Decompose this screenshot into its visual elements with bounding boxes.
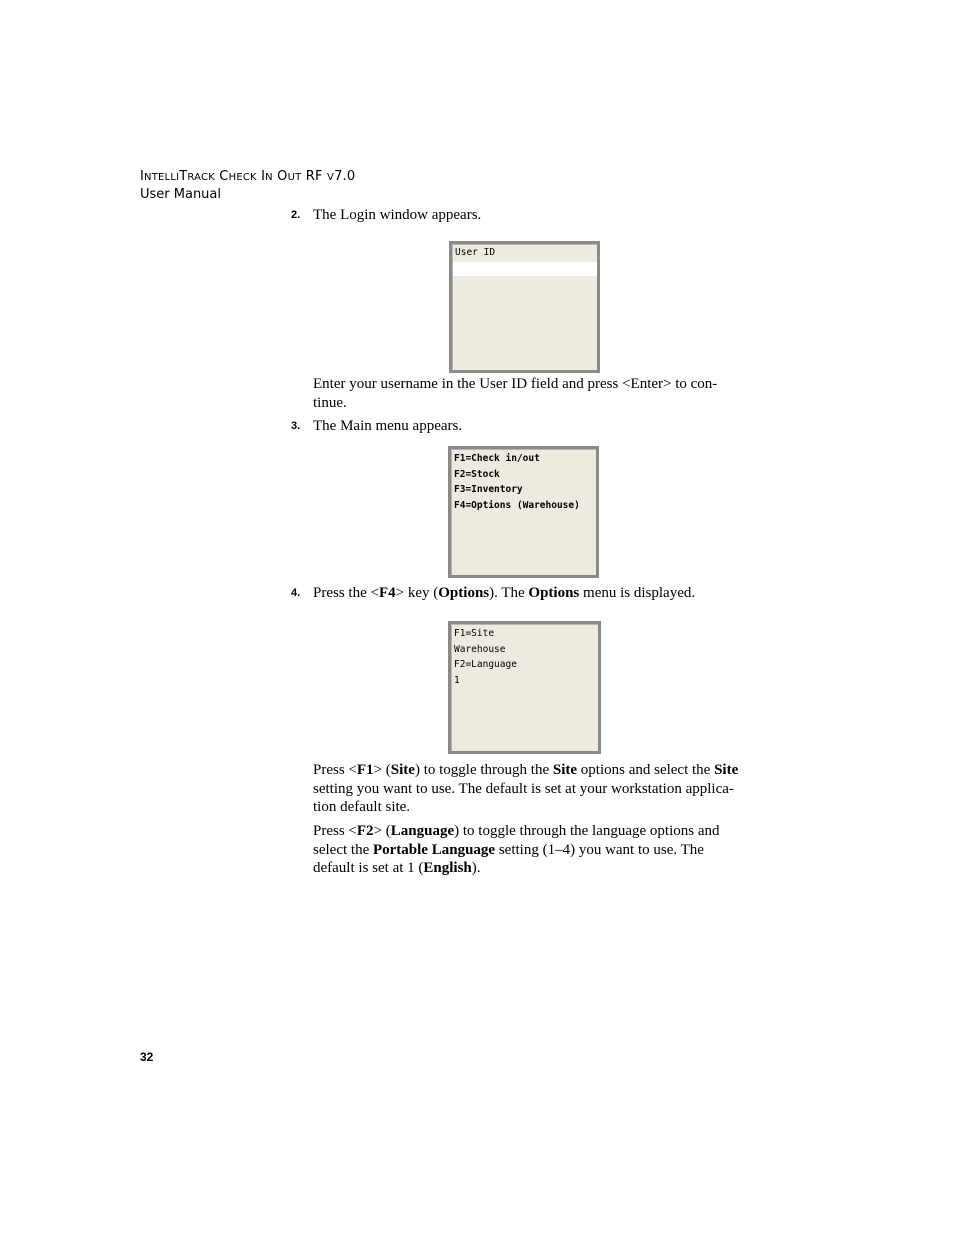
text-run: Press < [313,823,357,839]
text-run: Language [390,823,455,839]
text-run: > ( [373,823,391,839]
text-run: ). [471,860,481,876]
text-run: menu is displayed. [579,585,696,601]
text-run: > ( [373,762,391,778]
text-run: setting (1–4) you want to use. The [495,841,704,858]
text-run: Site [552,762,578,778]
text-run: I [256,169,266,184]
text-run: tion default site. [313,799,411,815]
text-run: options and select the [577,762,715,778]
language-paragraph [313,822,763,878]
login-window-screenshot [449,241,600,373]
text-run: ) to toggle through the [414,762,553,778]
text-run: V [327,172,335,183]
login-instructions [313,375,763,412]
page-number: 32 [140,1050,154,1064]
text-run: RF [301,169,328,184]
text-run: Portable Language [372,841,496,858]
screen-line: F3=Inventory [454,484,523,495]
text-run: Site [390,762,415,778]
text-run: English [423,860,472,876]
step-number: 4. [291,587,301,599]
text-run: select the [313,841,373,858]
text-run: RACK [187,172,215,183]
main-menu-body [451,449,596,575]
paragraph-line [313,841,763,860]
screen-line: F2=Language [454,659,517,670]
text-run: C [214,169,229,184]
login-instructions-line: Enter your username in the User ID field and press <Enter> to con- [313,376,718,392]
text-run: F1 [356,762,374,778]
step-number: 2. [291,209,301,221]
text-run: Press < [313,762,357,778]
options-menu-screenshot [448,621,601,754]
text-run: F2 [356,823,374,839]
user-id-label: User ID [455,247,496,258]
options-menu-body [451,624,598,751]
paragraph-line [313,780,763,799]
text-run: Options [528,585,580,601]
text-run: NTELLI [144,172,180,183]
screen-line: F2=Stock [454,468,500,480]
screen-line: F1=Site [454,628,495,639]
text-run: I [140,169,145,184]
text-run: UT [287,172,302,183]
step-number: 3. [291,420,301,432]
text-run: > key ( [395,585,439,601]
text-run: T [179,169,188,184]
text-run: default is set at 1 ( [313,860,424,876]
login-instructions-line: tinue. [313,394,347,411]
paragraph-line [313,822,763,841]
screen-line: Warehouse [454,643,506,655]
text-run: O [272,169,288,184]
step-4-text [313,584,763,603]
screen-line: F1=Check in/out [454,453,540,464]
paragraph-line [313,859,763,878]
manual-title [140,169,355,184]
text-run: N [265,172,273,183]
text-run: ). The [489,585,529,601]
user-id-field [453,262,597,276]
step-3-text: The Main menu appears. [313,418,463,434]
screen-line: 1 [454,674,460,686]
login-window-body [452,244,597,370]
main-menu-screenshot [448,446,599,578]
step-2-text: The Login window appears. [313,207,482,223]
paragraph-line [313,798,763,817]
text-run: ) to toggle through the language options and [454,823,720,839]
options-menu-lines [452,625,598,688]
text-run: F4 [378,585,396,601]
manual-subtitle: User Manual [140,187,222,202]
text-run: 7.0 [334,169,356,184]
text-run: Options [438,585,490,601]
screen-line: F4=Options (Warehouse) [454,499,580,511]
text-run: HECK [228,172,257,183]
site-paragraph [313,761,763,817]
paragraph-line [313,761,763,780]
text-run: Site [714,762,739,778]
text-run: setting you want to use. The default is set at your workstation applica- [313,780,734,797]
main-menu-lines [452,450,596,513]
text-run: Press the < [313,585,379,601]
